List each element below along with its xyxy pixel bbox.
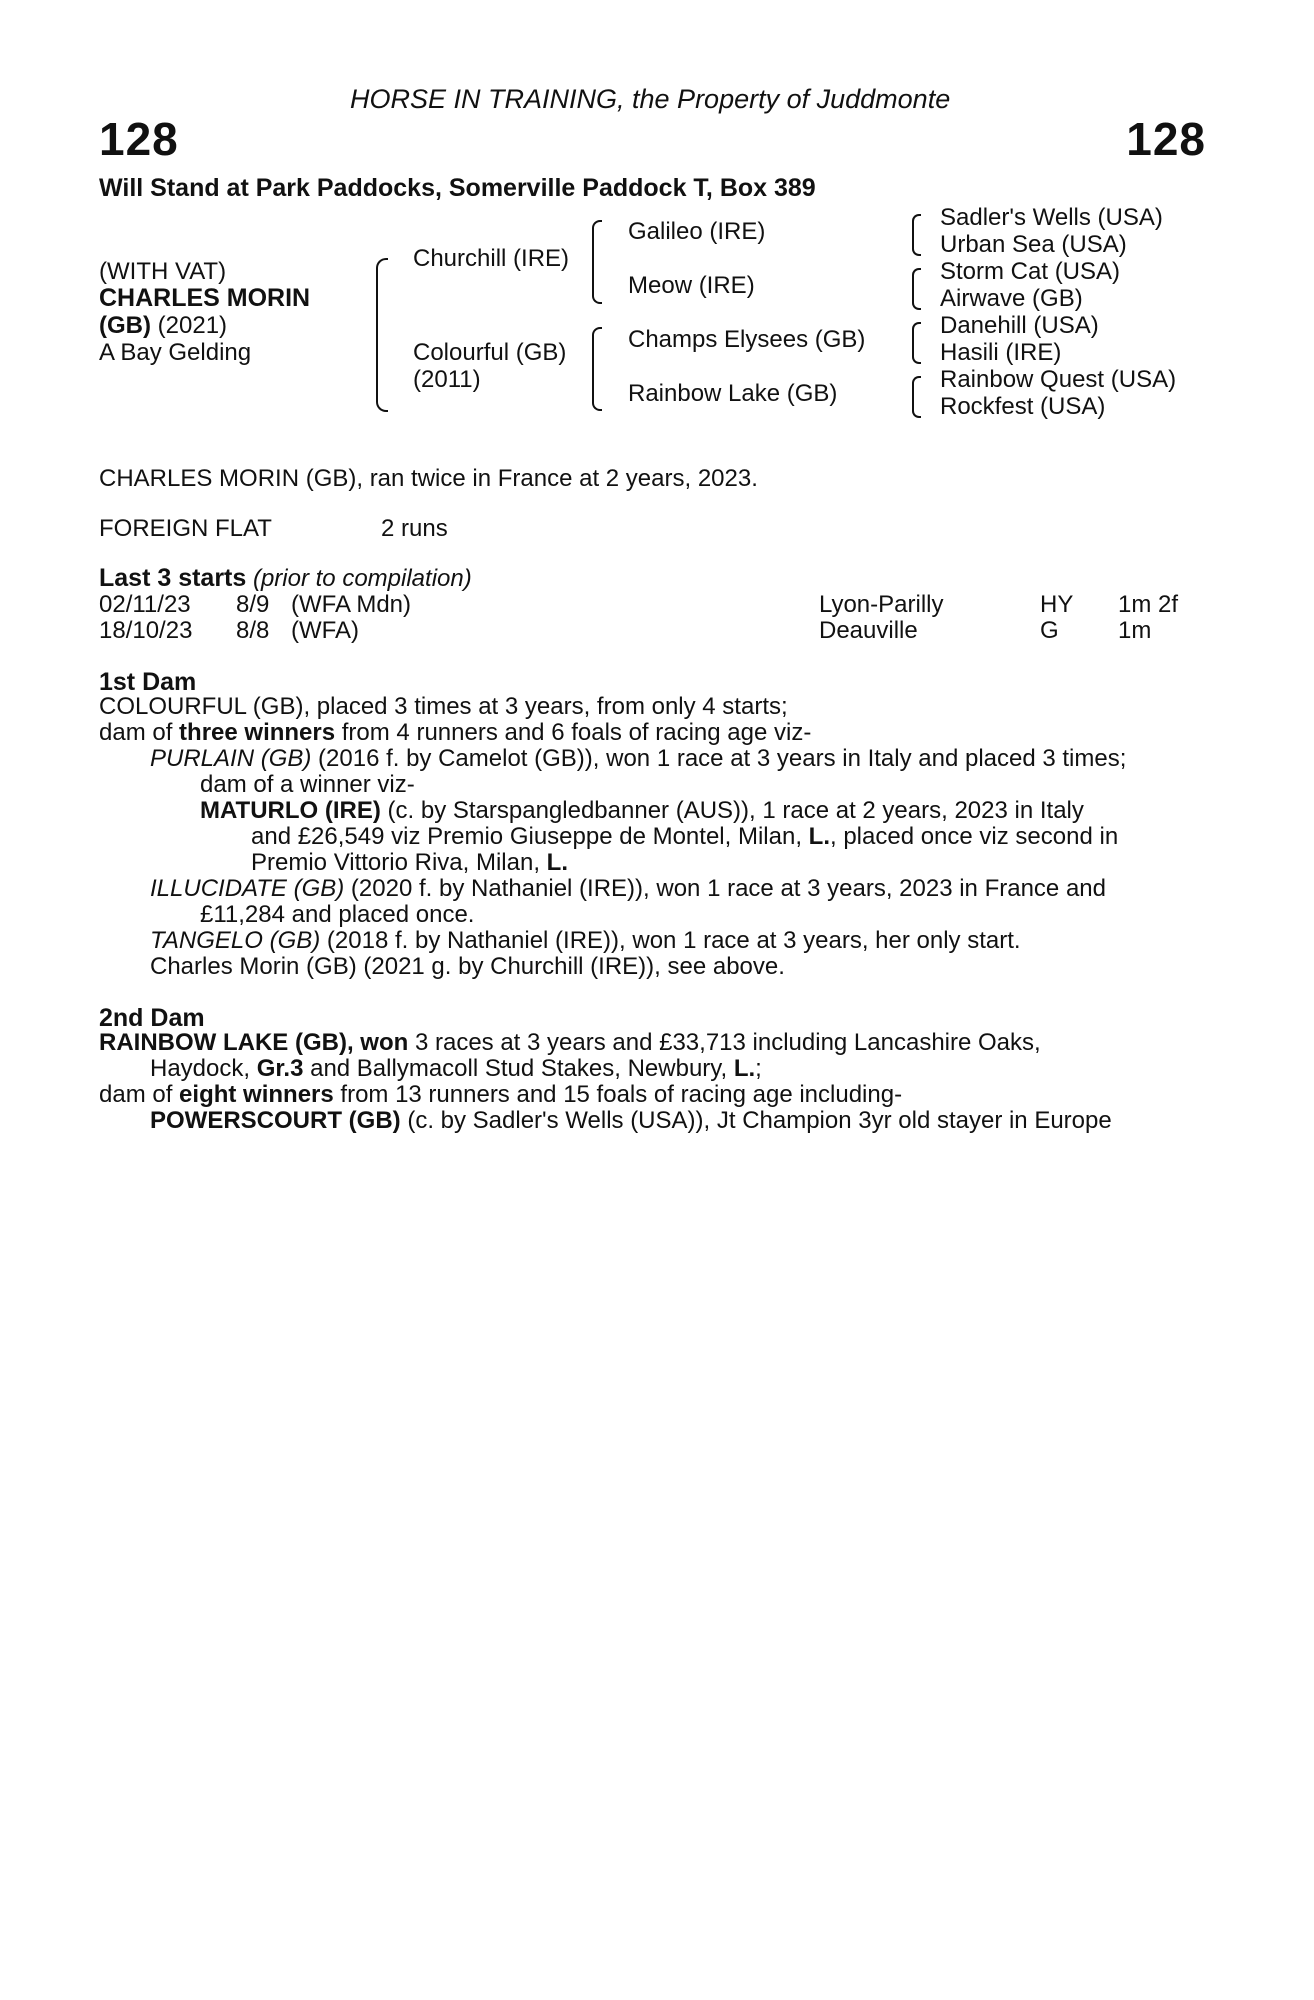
first-dam-title: 1st Dam [99,668,197,696]
ownership-title: HORSE IN TRAINING, the Property of Juddmonte [350,84,951,114]
pedigree-brace-ss [912,214,921,256]
horse-description: A Bay Gelding [99,339,252,366]
text: ; [755,1055,762,1082]
start-date: 18/10/23 [99,617,193,644]
start-distance: 1m [1118,617,1152,644]
pedigree-brace-dd [912,376,921,418]
produce-maturlo [200,798,1084,823]
text: from 13 runners and 15 foals of racing age including- [333,1081,903,1108]
second-dam-produce [99,1082,902,1107]
second-dam-title: 2nd Dam [99,1004,205,1032]
horse-name: MATURLO (IRE) [200,797,381,824]
sire-dam-dam: Airwave (GB) [940,285,1083,312]
produce-illucidate-cont: £11,284 and placed once. [200,901,475,928]
pedigree-brace-sd [912,268,921,310]
last-starts-note: (prior to compilation) [246,565,472,592]
lot-number-right: 128 [1126,113,1206,165]
text: Premio Vittorio Riva, Milan, [251,849,547,876]
horse-name: PURLAIN (GB) [150,745,312,772]
start-position: 8/9 [236,591,270,618]
horse-year: (2021) [150,312,228,339]
last-starts-title: Last 3 starts [99,564,247,592]
produce-tangelo [150,928,1021,953]
dam-sire-sire: Danehill (USA) [940,312,1099,339]
grade: Gr.3 [256,1055,304,1082]
start-going: HY [1040,591,1074,618]
foreign-flat-value: 2 runs [381,515,448,542]
dam: Colourful (GB) [413,339,567,366]
horse-name: ILLUCIDATE (GB) [150,875,345,902]
start-race: (WFA Mdn) [291,591,412,618]
vat-label: (WITH VAT) [99,258,227,285]
pedigree-brace-ds [912,322,921,364]
winner-count: eight winners [179,1081,334,1108]
start-going: G [1040,617,1059,644]
horse-name: CHARLES MORIN [99,284,311,312]
text: Haydock, [150,1055,257,1082]
dam-dam-dam: Rockfest (USA) [940,393,1106,420]
sire-sire: Galileo (IRE) [628,218,766,245]
text: (2016 f. by Camelot (GB)), won 1 race at 3 years in Italy and placed 3 times; [311,745,1127,772]
lot-number-left: 128 [99,113,179,165]
horse-name: RAINBOW LAKE (GB), won [99,1029,409,1056]
dam-dam-sire: Rainbow Quest (USA) [940,366,1177,393]
produce-powerscourt: POWERSCOURT (GB) (c. by Sadler's Wells (USA)), Jt Champion 3yr old stayer in Europe [150,1107,1112,1134]
horse-origin-year [99,312,227,339]
dam-sire: Champs Elysees (GB) [628,326,866,353]
grade: L. [808,823,830,850]
horse-name: TANGELO (GB) [150,927,321,954]
start-race: (WFA) [291,617,359,644]
foreign-flat-label: FOREIGN FLAT [99,515,272,542]
text: 3 races at 3 years and £33,713 including Lancashire Oaks, [408,1029,1041,1056]
stand-location: Will Stand at Park Paddocks, Somerville Paddock T, Box 389 [99,174,816,202]
text: from 4 runners and 6 foals of racing age viz- [335,719,812,746]
second-dam-line [99,1030,1041,1055]
sire-dam-sire: Storm Cat (USA) [940,258,1121,285]
text: dam of [99,719,180,746]
sire-sire-sire: Sadler's Wells (USA) [940,204,1163,231]
dam-dam: Rainbow Lake (GB) [628,380,838,407]
start-date: 02/11/23 [99,591,191,618]
text: dam of [99,1081,180,1108]
dam-sire-dam: Hasili (IRE) [940,339,1062,366]
start-distance: 1m 2f [1118,591,1179,618]
start-position: 8/8 [236,617,270,644]
pedigree-brace-dam [592,327,602,411]
pedigree-brace-main [376,258,388,412]
produce-maturlo-cont [251,850,568,875]
horse-name: POWERSCOURT (GB) [150,1107,401,1134]
dam-year: (2011) [413,366,481,393]
text: and Ballymacoll Stud Stakes, Newbury, [303,1055,734,1082]
sire: Churchill (IRE) [413,245,570,272]
grade: L. [546,849,568,876]
pedigree-brace-sire [592,220,602,304]
second-dam-line-cont [150,1056,762,1081]
text: , placed once viz second in [829,823,1119,850]
produce-purlain-cont: dam of a winner viz- [200,771,415,798]
start-course: Deauville [819,617,918,644]
produce-illucidate [150,876,1106,901]
last-starts-heading [99,566,472,591]
horse-origin: (GB) [99,312,151,339]
text: and £26,549 viz Premio Giuseppe de Montel, Milan, [251,823,809,850]
produce-purlain [150,746,1126,771]
race-summary: CHARLES MORIN (GB), ran twice in France at 2 years, 2023. [99,465,758,492]
start-course: Lyon-Parilly [819,591,944,618]
grade: L. [733,1055,756,1082]
text: (2018 f. by Nathaniel (IRE)), won 1 race at 3 years, her only start. [320,927,1021,954]
text: (c. by Starspangledbanner (AUS)), 1 race at 2 years, 2023 in Italy [380,797,1084,824]
winner-count: three winners [179,719,336,746]
first-dam-line: COLOURFUL (GB), placed 3 times at 3 years, from only 4 starts; [99,693,788,720]
produce-maturlo-cont [251,824,1118,849]
produce-charles-morin: Charles Morin (GB) (2021 g. by Churchill (IRE)), see above. [150,953,785,980]
first-dam-produce [99,720,811,745]
sire-dam: Meow (IRE) [628,272,755,299]
sire-sire-dam: Urban Sea (USA) [940,231,1127,258]
text: (2020 f. by Nathaniel (IRE)), won 1 race at 3 years, 2023 in France and [344,875,1106,902]
